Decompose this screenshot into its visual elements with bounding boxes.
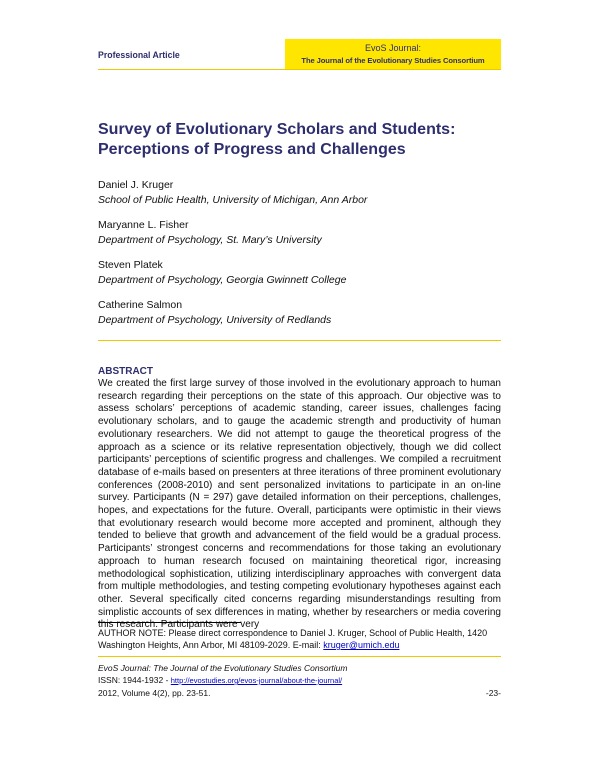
author-affiliation: School of Public Health, University of Michigan, Ann Arbor [98, 194, 368, 206]
author-affiliation: Department of Psychology, University of Redlands [98, 314, 332, 326]
journal-banner [285, 39, 501, 70]
issn-label: ISSN: 1944-1932 - [98, 675, 171, 685]
footnote-divider [98, 622, 241, 623]
abstract-heading: ABSTRACT [98, 366, 153, 377]
footer-issn [98, 675, 342, 685]
author-note [98, 627, 501, 651]
header-divider [98, 69, 501, 70]
abstract-text: We created the first large survey of those involved in the evolutionary approach to human research regarding their perceptions on the state of this approach. Our objective was to assess scholars’ perceptions of academic standing, career issues, challenges facing evolutionary scholars, and to gauge the academic strength and productivity of human evolutionary researchers. We did not attempt to gauge the theoretical progress of the approach as a science or its relative representation objectively, though we did collect participants’ perceptions of scientific progress and challenges. We compiled a recruitment database of e-mails based on presenters at three iterations of three prominent evolutionary conferences (2008-2010) and sent personalized invitations to participate in an on-line survey. Participants (N = 297) gave detailed information on their perceptions, challenges, hopes, and expectations for the future. Overall, participants were optimistic in their views that evolutionary research would become more accepted and prominent, although they tended to believe that growth and advancement of the field would be a gradual process. Participants’ strongest concerns and recommendations for those taking an evolutionary approach to human research focused on maintaining theoretical rigor, increasing methodological sophistication, utilizing interdisciplinary approaches with convergent data from multiple methodologies, and testing competing evolutionary hypotheses against each other. Several specifically cited concerns regarding misunderstandings resulting from simplistic accounts of sex differences in mating, whether by researchers or media covering this research. Participants were very [98, 378, 501, 631]
journal-url-link[interactable]: http://evostudies.org/evos-journal/about-the-journal/ [170, 676, 343, 685]
author-block [98, 258, 346, 288]
author-block [98, 298, 331, 328]
author-name: Daniel J. Kruger [98, 179, 174, 191]
footer-citation: 2012, Volume 4(2), pp. 23-51. [98, 688, 211, 698]
author-name: Steven Platek [98, 259, 163, 271]
footer-citation-row [98, 687, 501, 699]
author-affiliation: Department of Psychology, St. Mary’s University [98, 234, 322, 246]
author-note-text: AUTHOR NOTE: Please direct correspondence to Daniel J. Kruger, School of Public Health, 1420 Washington Heights, Ann Arbor, MI 48109-2029. E-mail: [98, 628, 488, 650]
article-title: Survey of Evolutionary Scholars and Students: Perceptions of Progress and Challenges [98, 121, 456, 158]
author-affiliation: Department of Psychology, Georgia Gwinnett College [98, 274, 347, 286]
page-footer [98, 662, 501, 699]
author-name: Catherine Salmon [98, 299, 183, 311]
article-type-label: Professional Article [98, 50, 180, 61]
author-email-link[interactable]: kruger@umich.edu [323, 640, 400, 650]
author-block [98, 218, 322, 248]
journal-banner-subtitle: The Journal of the Evolutionary Studies Consortium [301, 56, 485, 65]
authors-divider [98, 340, 501, 341]
footer-journal-name: EvoS Journal: The Journal of the Evolutionary Studies Consortium [98, 663, 348, 673]
author-name: Maryanne L. Fisher [98, 219, 189, 231]
journal-banner-title: EvoS Journal: [364, 43, 422, 53]
footer-divider [98, 656, 501, 657]
author-block [98, 178, 367, 208]
page-number: -23- [485, 688, 501, 698]
